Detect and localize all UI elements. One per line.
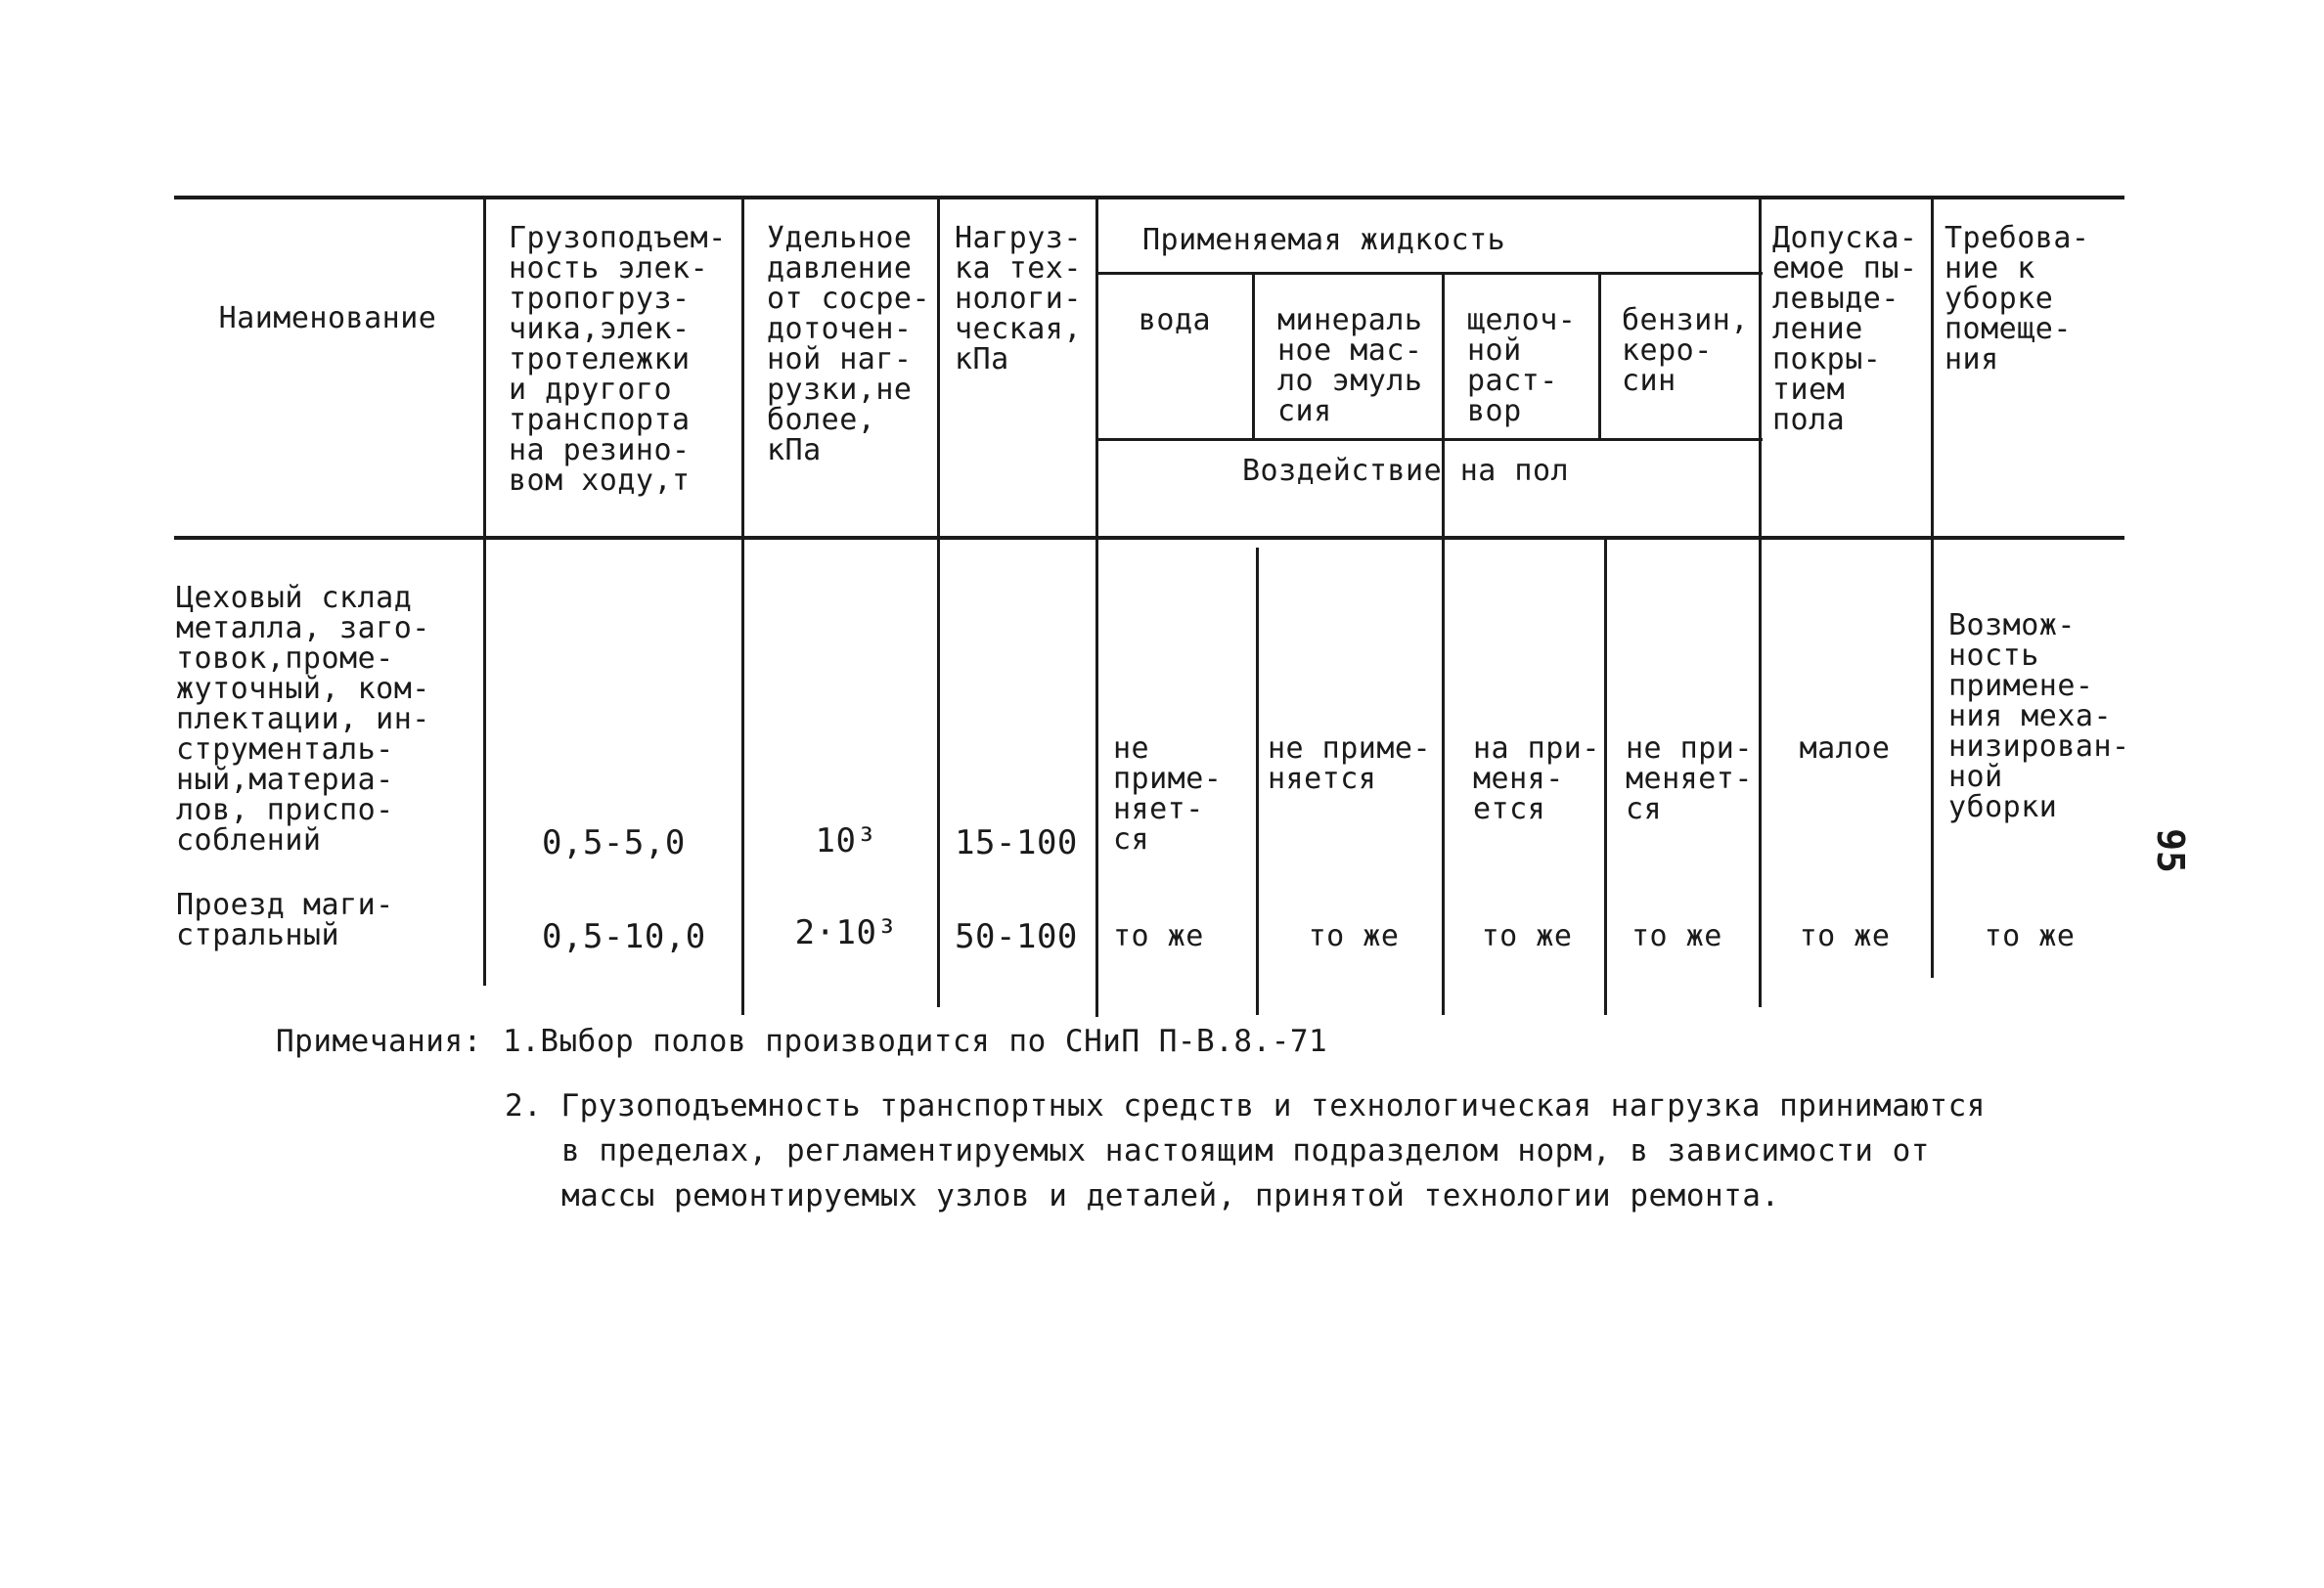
- header-liquid-group: Применяемая жидкость: [1142, 223, 1506, 257]
- header-water: вода: [1138, 303, 1212, 337]
- col-divider-5: [1252, 275, 1255, 441]
- col-divider-5b: [1256, 548, 1259, 1015]
- note-1: 1.Выбор полов производится по СНиП П-В.8.-71: [503, 1024, 1328, 1059]
- liquid-group-rule: [1097, 272, 1763, 275]
- col-divider-8: [1759, 196, 1762, 1007]
- row1-alkali: на при- меня- ется: [1473, 731, 1600, 826]
- impact-rule: [1097, 438, 1763, 441]
- row2-load: 50-100: [955, 917, 1078, 956]
- row2-pressure: 2·10³: [794, 913, 898, 952]
- notes-label: Примечания:: [276, 1024, 482, 1059]
- header-load: Нагруз- ка тех- нологи- ческая, кПа: [955, 221, 1082, 376]
- col-divider-4: [1095, 196, 1098, 1017]
- table-header-rule: [174, 536, 2124, 540]
- row2-oil: то же: [1308, 919, 1400, 953]
- header-oil: минераль ное мас- ло эмуль сия: [1277, 303, 1423, 428]
- header-petrol: бензин, керо- син: [1622, 303, 1749, 398]
- header-pressure: Удельное давление от сосре- доточен- ной наг- рузки,не более, кПа: [767, 221, 931, 467]
- col-divider-6: [1442, 275, 1445, 1015]
- row2-water: то же: [1113, 919, 1204, 953]
- col-divider-7: [1598, 275, 1601, 441]
- note-2-line-1: 2. Грузоподъемность транспортных средств и технологическая нагрузка принимаются: [505, 1088, 1986, 1124]
- header-alkali: щелоч- ной раст- вор: [1467, 303, 1577, 428]
- row2-dust: то же: [1799, 919, 1891, 953]
- header-name: Наименование: [218, 301, 437, 335]
- col-divider-9: [1931, 196, 1934, 978]
- row1-capacity: 0,5-5,0: [542, 823, 686, 862]
- header-dust: Допуска- емое пы- левыде- ление покры- тием пола: [1772, 221, 1918, 437]
- header-impact: Воздействие на пол: [1242, 454, 1570, 488]
- row1-load: 15-100: [955, 823, 1078, 862]
- row2-petrol: то же: [1631, 919, 1722, 953]
- note-2-line-2: в пределах, регламентируемых настоящим подразделом норм, в зависимости от: [561, 1133, 1930, 1169]
- row1-name: Цеховый склад металла, заго- товок,проме- жуточный, ком- плектации, ин- струменталь- ный,материа- лов, приспо- соблений: [176, 581, 430, 858]
- row1-cleaning: Возмож- ность примене- ния меха- низирован- ной уборки: [1948, 608, 2130, 824]
- header-capacity: Грузоподъем- ность элек- тропогруз- чика,элек- тротележки и другого транспорта на резино- вом ходу,т: [509, 221, 727, 498]
- header-cleaning: Требова- ние к уборке помеще- ния: [1944, 221, 2090, 376]
- row1-petrol: не при- меняет- ся: [1626, 731, 1753, 826]
- row1-water: не приме- няет- ся: [1113, 731, 1223, 857]
- page-number: 95: [2148, 828, 2192, 873]
- row1-pressure: 10³: [815, 821, 877, 860]
- col-divider-2: [741, 196, 744, 1015]
- note-2-line-3: массы ремонтируемых узлов и деталей, принятой технологии ремонта.: [561, 1178, 1780, 1213]
- row1-oil: не приме- няется: [1268, 731, 1432, 796]
- row2-capacity: 0,5-10,0: [542, 917, 706, 956]
- col-divider-1: [483, 196, 486, 986]
- row2-name: Проезд маги- стральный: [176, 888, 394, 952]
- row2-cleaning: то же: [1984, 919, 2076, 953]
- row2-alkali: то же: [1481, 919, 1573, 953]
- row1-dust: малое: [1799, 731, 1891, 766]
- table-top-rule: [174, 196, 2124, 199]
- col-divider-3: [937, 196, 940, 1007]
- col-divider-7b: [1604, 540, 1607, 1015]
